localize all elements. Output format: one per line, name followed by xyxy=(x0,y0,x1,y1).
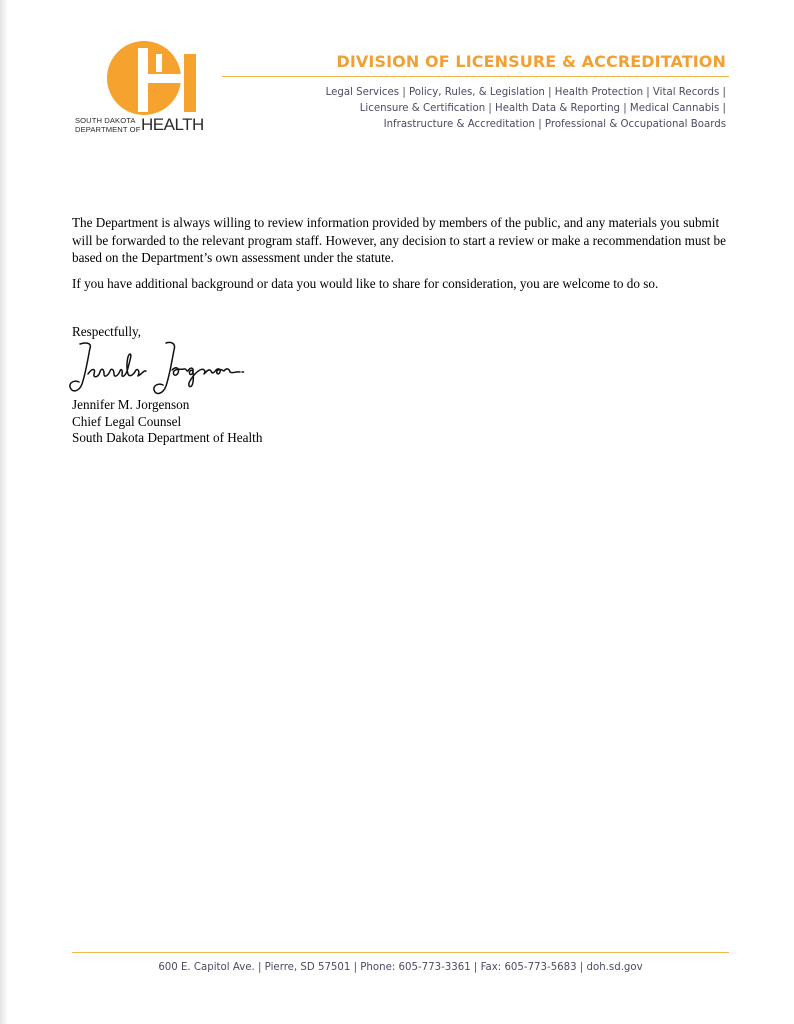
closing-salutation: Respectfully, xyxy=(72,324,142,339)
header-divider xyxy=(222,76,729,77)
services-line: Licensure & Certification | Health Data & Reporting | Medical Cannabis | xyxy=(359,103,726,114)
body-paragraph: If you have additional background or data you would like to share for consideration, you are welcome to do so. xyxy=(72,275,659,291)
division-title: DIVISION OF LICENSURE & ACCREDITATION xyxy=(336,52,726,71)
signature-block xyxy=(72,397,262,447)
services-line: Infrastructure & Accreditation | Professional & Occupational Boards xyxy=(383,119,726,130)
letter-body xyxy=(72,214,732,300)
logo-dept-text: DEPARTMENT OF xyxy=(75,124,141,134)
footer-contact: 600 E. Capitol Ave. | Pierre, SD 57501 | Phone: 605-773-3361 | Fax: 605-773-5683 | doh.sd.gov xyxy=(158,962,643,973)
sd-doh-logo xyxy=(72,40,202,136)
signer-title: Chief Legal Counsel xyxy=(72,413,182,429)
page-edge-shadow xyxy=(0,0,8,1024)
handwritten-signature xyxy=(66,338,246,400)
signer-name: Jennifer M. Jorgenson xyxy=(72,397,190,412)
body-paragraph: The Department is always willing to review information provided by members of the public, and any materials you submit will be forwarded to the relevant program staff. However, any decision to start a review or make a recommendation must be based on the Department’s own assessment under the statute. xyxy=(72,215,726,266)
logo-health-text: HEALTH xyxy=(141,115,204,134)
services-list xyxy=(246,85,726,133)
signer-organization: South Dakota Department of Health xyxy=(72,430,263,445)
footer-divider xyxy=(72,952,729,953)
logo-state-text: SOUTH DAKOTA xyxy=(75,116,136,125)
services-line: Legal Services | Policy, Rules, & Legislation | Health Protection | Vital Records | xyxy=(325,87,726,98)
